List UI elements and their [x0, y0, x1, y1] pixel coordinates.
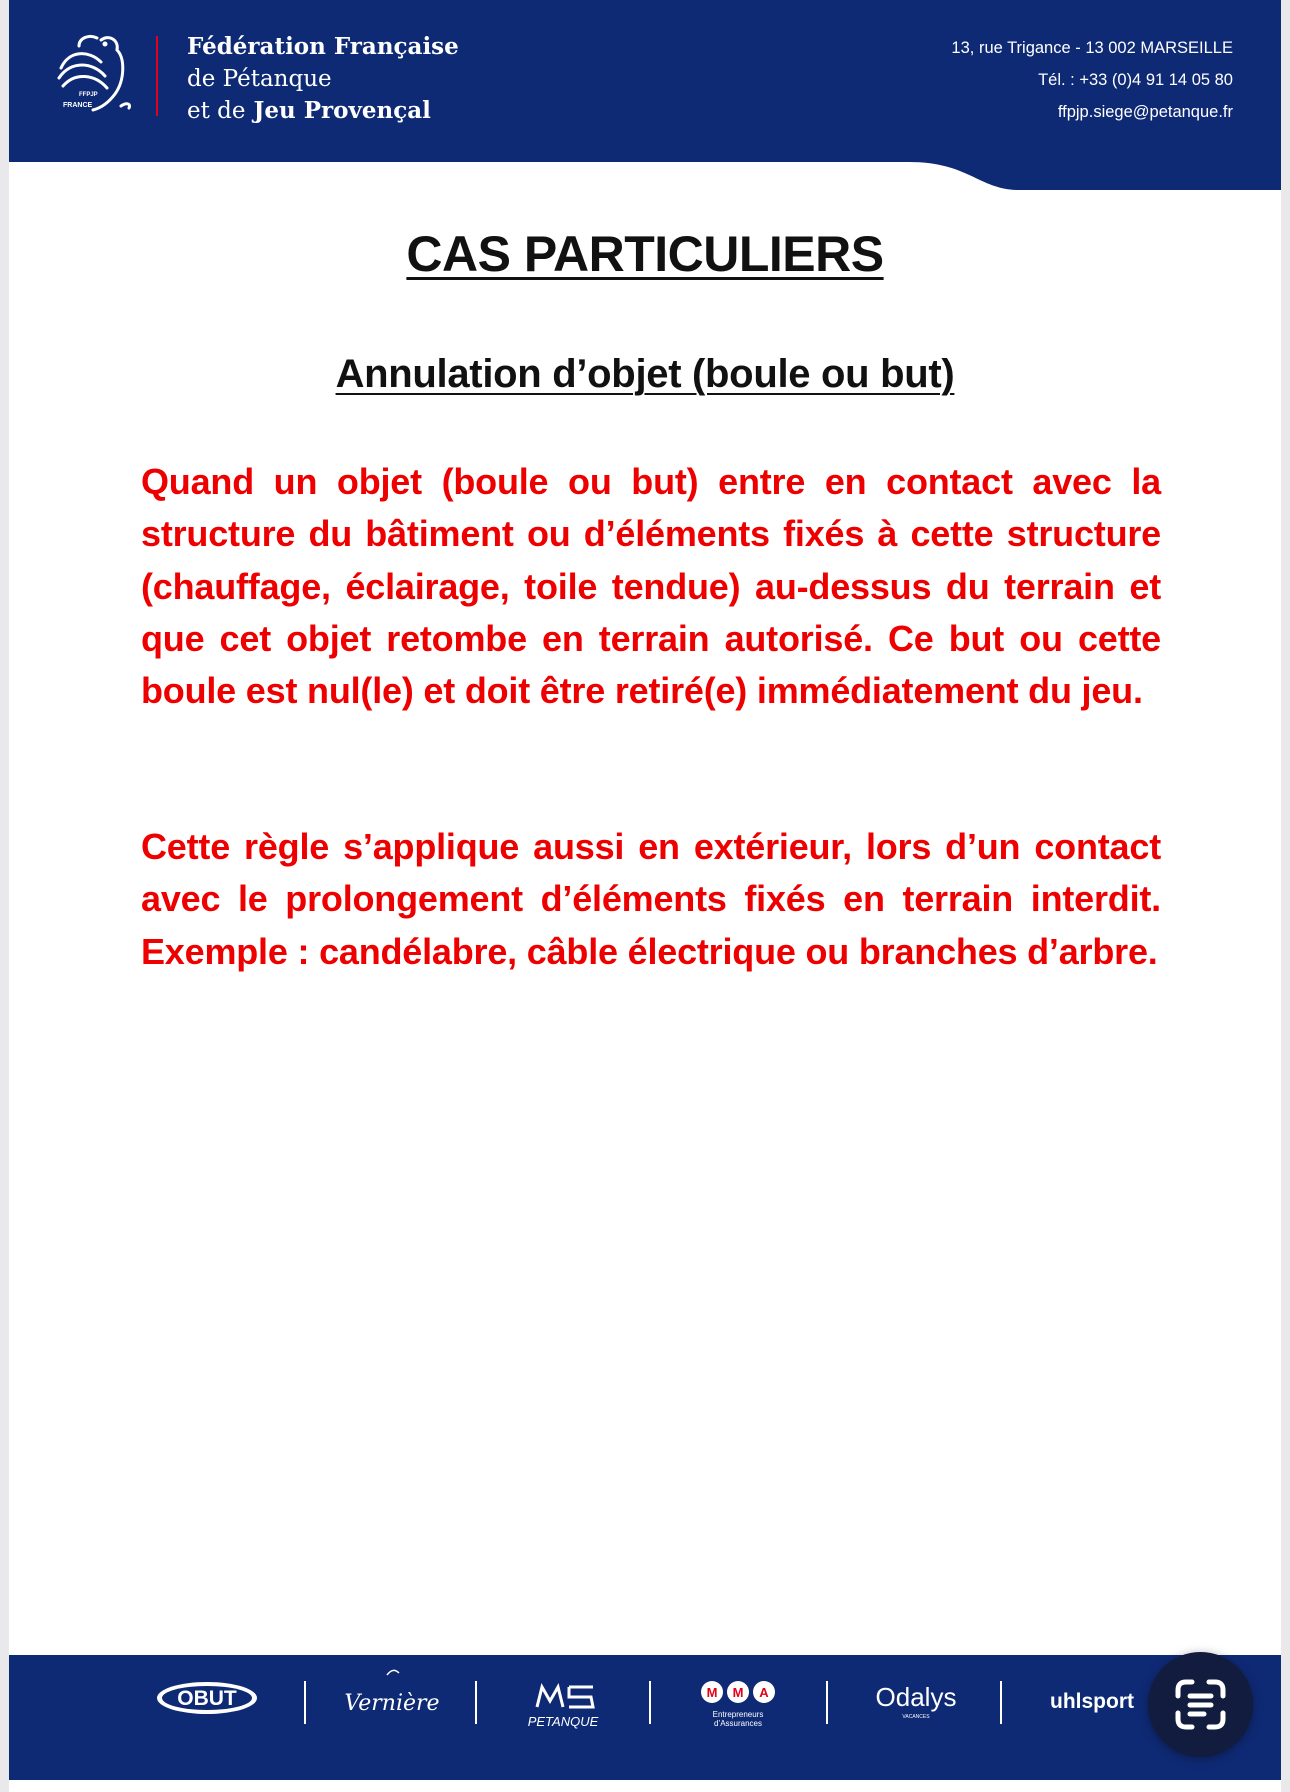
org-line-1: Fédération Française	[187, 33, 459, 60]
ms-petanque-logo	[528, 1687, 599, 1729]
contact-block	[951, 32, 1233, 128]
address: 13, rue Trigance - 13 002 MARSEILLE	[951, 39, 1233, 57]
svg-text:M: M	[706, 1685, 718, 1700]
email: ffpjp.siege@petanque.fr	[1057, 103, 1233, 121]
odalys-text: Odalys	[875, 1682, 957, 1712]
organization-name	[187, 31, 459, 127]
rooster-logo-icon	[49, 28, 149, 120]
svg-text:M: M	[732, 1685, 744, 1700]
rule-paragraph-1: Quand un objet (boule ou but) entre en contact avec la structure du bâtiment ou d’éléments fixés à cette structure (chauffage, éclairage, toile tendue) au-dessus du terrain et que cet objet retombe en terrain autorisé. Ce but ou cette boule est nul(le) et doit être retiré(e) immédiatement du jeu.	[141, 461, 1161, 712]
text-scan-icon	[1148, 1652, 1253, 1757]
verniere-logo	[344, 1670, 439, 1716]
page-title: CAS PARTICULIERS	[406, 226, 884, 282]
letterhead	[9, 0, 1281, 195]
mma-subtext-1: Entrepreneurs	[712, 1710, 764, 1719]
obut-logo	[157, 1682, 257, 1714]
sponsor-logos	[9, 1655, 1281, 1780]
live-text-scan-button[interactable]	[1148, 1652, 1253, 1757]
mma-subtext-2: d’Assurances	[713, 1719, 763, 1728]
org-line-2: de Pétanque	[187, 66, 332, 92]
ms-petanque-text: PETANQUE	[527, 1714, 599, 1729]
mma-logo	[701, 1681, 775, 1728]
org-line-3	[187, 95, 459, 127]
logo-text-top: FFPJP	[79, 92, 98, 98]
odalys-logo	[876, 1682, 957, 1720]
org-line-3-bold: Jeu Provençal	[253, 97, 431, 124]
logo-text-bottom: FRANCE	[63, 102, 93, 109]
svg-text:A: A	[759, 1685, 769, 1700]
phone: Tél. : +33 (0)4 91 14 05 80	[1038, 71, 1233, 89]
sponsor-separator	[1000, 1681, 1002, 1724]
rule-paragraph-2: Cette règle s’applique aussi en extérieur, lors d’un contact avec le prolongement d’éléments fixés en terrain interdit. Exemple : candélabre, câble électrique ou branches d’arbre.	[141, 826, 1161, 972]
sponsor-separator	[304, 1681, 306, 1724]
odalys-subtext: VACANCES	[902, 1714, 930, 1720]
sponsor-separator	[826, 1681, 828, 1724]
sponsor-separator	[649, 1681, 651, 1724]
sponsor-separator	[475, 1681, 477, 1724]
document-page	[9, 0, 1281, 1792]
uhlsport-logo: uhlsport	[1050, 1690, 1134, 1713]
logo-divider	[156, 36, 158, 116]
obut-text: OBUT	[177, 1687, 237, 1710]
verniere-text: Vernière	[344, 1691, 440, 1716]
sponsor-footer	[9, 1655, 1281, 1780]
org-line-3-prefix: et de	[187, 98, 246, 124]
section-heading: Annulation d’objet (boule ou but)	[335, 352, 955, 396]
